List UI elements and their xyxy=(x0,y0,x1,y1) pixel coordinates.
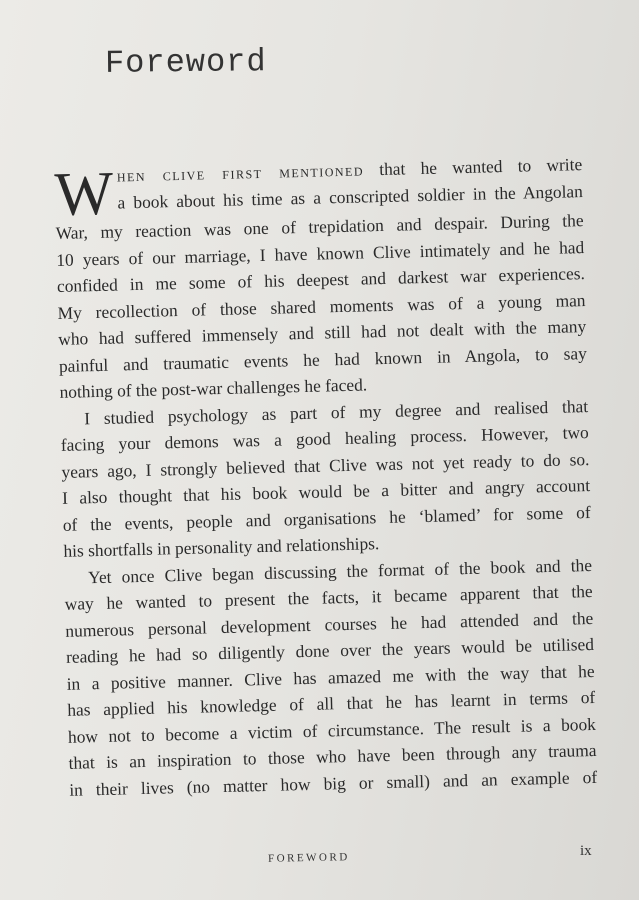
text-line: has applied his knowledge of all that he has learnt in terms of xyxy=(67,686,596,720)
text-line: hen clive first mentioned that he wanted to write xyxy=(116,154,583,186)
text-line: who had suffered immensely and still had not dealt with the many xyxy=(58,316,587,349)
text-line: I studied psychology as part of my degree and realised that xyxy=(83,395,589,428)
foreword-body xyxy=(54,151,597,803)
text-line: confided in me some of his deepest and darkest war experiences. xyxy=(56,263,586,296)
text-line: 10 years of our marriage, I have known Clive intimately and he had xyxy=(56,236,585,270)
text-line: Yet once Clive began discussing the format of the book and the xyxy=(87,554,593,587)
text-line: My recollection of those shared moments was of a young man xyxy=(57,289,586,323)
text-line: a book about his time as a conscripted soldier in the Angolan xyxy=(117,180,584,212)
text-line: years ago, I strongly believed that Clive was not yet ready to do so. xyxy=(61,448,590,482)
text-line: in a positive manner. Clive has amazed me with the way that he xyxy=(66,660,595,694)
page-number: ix xyxy=(580,843,592,859)
text-line: that is an inspiration to those who have been through any trauma xyxy=(68,739,597,773)
text-line: of the events, people and organisations he ‘blamed’ for some of xyxy=(62,501,591,535)
text-line: War, my reaction was one of trepidation and despair. During the xyxy=(55,210,584,243)
text-line: how not to become a victim of circumstance. The result is a book xyxy=(67,713,597,747)
text-line: nothing of the post-war challenges he faced. xyxy=(59,374,368,402)
text-line: facing your demons was a good healing process. However, two xyxy=(60,422,589,455)
text-line: way he wanted to present the facts, it became apparent that the xyxy=(64,580,593,614)
running-footer: FOREWORD xyxy=(267,851,350,865)
drop-cap: W xyxy=(53,159,115,229)
text-line: numerous personal development courses he had attended and the xyxy=(65,607,594,641)
text-line: painful and traumatic events he had known in Angola, to say xyxy=(58,342,588,376)
text-line: his shortfalls in personality and relationships. xyxy=(63,533,380,561)
page-title: Foreword xyxy=(104,43,267,82)
text-line: I also thought that his book would be a bitter and angry account xyxy=(61,475,591,508)
lead-smallcaps: hen clive first mentioned xyxy=(116,159,365,186)
text-line: reading he had so diligently done over the years would be utilised xyxy=(65,633,595,667)
text-line: in their lives (no matter how big or small) and an example of xyxy=(69,766,598,800)
